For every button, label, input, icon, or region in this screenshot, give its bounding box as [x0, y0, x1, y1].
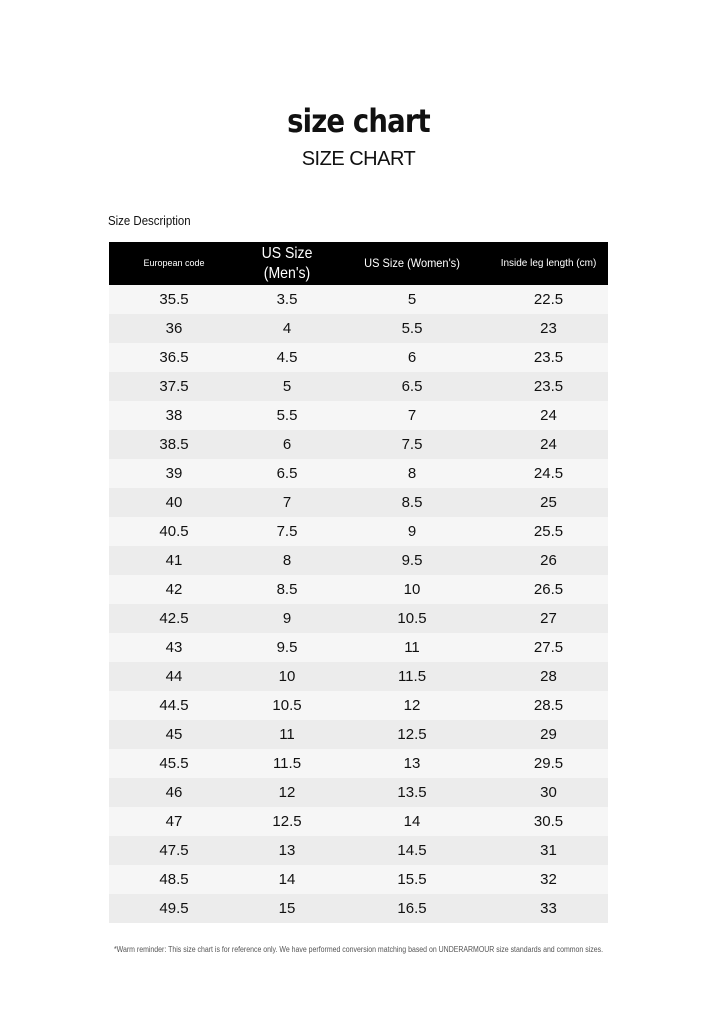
header-us-women: US Size (Women's): [364, 256, 460, 271]
european-code-cell: 36: [165, 320, 183, 337]
header-european-code: European code: [143, 258, 205, 269]
european-code-cell: 45: [165, 726, 183, 743]
european-code-cell: 42: [165, 581, 183, 598]
inside-leg-cell: 32: [540, 871, 557, 888]
european-code-cell: 47: [165, 813, 183, 830]
inside-leg-cell: 22.5: [533, 291, 564, 308]
european-code-cell: 36.5: [159, 349, 189, 366]
inside-leg-cell: 26: [540, 552, 557, 569]
us-men-cell: 8: [282, 552, 292, 569]
us-men-cell: 6: [282, 436, 292, 453]
us-men-cell: 9: [282, 610, 292, 627]
european-code-cell: 35.5: [159, 291, 189, 308]
footnote: *Warm reminder: This size chart is for reference only. We have performed conversion matching based on UNDERARMOUR size standards and common sizes.: [113, 945, 604, 954]
table-row: [109, 517, 608, 546]
table-row: [109, 865, 608, 894]
page-subtitle: SIZE CHART: [301, 148, 416, 170]
us-men-cell: 3.5: [276, 291, 298, 308]
table-row: [109, 604, 608, 633]
inside-leg-cell: 24: [540, 407, 557, 424]
section-label: Size Description: [108, 213, 191, 228]
table-row: [109, 285, 608, 314]
european-code-cell: 44: [165, 668, 183, 685]
table-row: [109, 894, 608, 923]
us-women-cell: 7: [407, 407, 417, 424]
us-women-cell: 14.5: [397, 842, 427, 859]
table-row: [109, 314, 608, 343]
table-row: [109, 430, 608, 459]
us-women-cell: 14: [403, 813, 421, 830]
us-men-cell: 12.5: [272, 813, 302, 830]
us-women-cell: 10.5: [397, 610, 427, 627]
us-men-cell: 9.5: [276, 639, 298, 656]
inside-leg-cell: 25: [540, 494, 557, 511]
us-men-cell: 11.5: [272, 755, 302, 772]
inside-leg-cell: 30: [540, 784, 557, 801]
european-code-cell: 38.5: [159, 436, 189, 453]
inside-leg-cell: 25.5: [533, 523, 564, 540]
us-women-cell: 12: [403, 697, 421, 714]
table-row: [109, 488, 608, 517]
us-men-cell: 10: [278, 668, 296, 685]
us-men-cell: 5: [282, 378, 292, 395]
table-row: [109, 372, 608, 401]
inside-leg-cell: 30.5: [533, 813, 564, 830]
us-men-cell: 14: [278, 871, 296, 888]
page-title: size chart: [287, 102, 430, 140]
inside-leg-cell: 23.5: [533, 378, 564, 395]
table-body: [109, 285, 608, 923]
us-men-cell: 4: [282, 320, 292, 337]
table-row: [109, 749, 608, 778]
table-row: [109, 546, 608, 575]
european-code-cell: 48.5: [159, 871, 189, 888]
inside-leg-cell: 23: [540, 320, 557, 337]
us-women-cell: 11: [404, 639, 420, 656]
european-code-cell: 37.5: [159, 378, 189, 395]
inside-leg-cell: 27: [540, 610, 557, 627]
us-men-cell: 13: [278, 842, 296, 859]
inside-leg-cell: 28.5: [533, 697, 564, 714]
us-women-cell: 16.5: [397, 900, 427, 917]
us-men-cell: 4.5: [276, 349, 298, 366]
european-code-cell: 43: [165, 639, 183, 656]
table-row: [109, 343, 608, 372]
european-code-cell: 46: [165, 784, 183, 801]
us-women-cell: 7.5: [401, 436, 423, 453]
european-code-cell: 45.5: [159, 755, 189, 772]
us-men-cell: 10.5: [272, 697, 302, 714]
inside-leg-cell: 33: [540, 900, 557, 917]
european-code-cell: 49.5: [159, 900, 189, 917]
us-women-cell: 12.5: [397, 726, 427, 743]
header-us-men: US Size (Men's): [261, 245, 313, 282]
european-code-cell: 44.5: [159, 697, 189, 714]
table-row: [109, 633, 608, 662]
header-inside-leg: Inside leg length (cm): [500, 257, 597, 269]
us-women-cell: 5.5: [401, 320, 423, 337]
us-women-cell: 6: [407, 349, 417, 366]
us-men-cell: 8.5: [276, 581, 298, 598]
european-code-cell: 41: [165, 552, 183, 569]
inside-leg-cell: 27.5: [533, 639, 564, 656]
us-women-cell: 13: [403, 755, 421, 772]
inside-leg-cell: 23.5: [533, 349, 564, 366]
us-men-cell: 15: [278, 900, 296, 917]
us-women-cell: 13.5: [397, 784, 427, 801]
us-women-cell: 5: [407, 291, 417, 308]
european-code-cell: 40.5: [159, 523, 189, 540]
us-women-cell: 9.5: [401, 552, 423, 569]
table-row: [109, 720, 608, 749]
table-row: [109, 459, 608, 488]
table-row: [109, 778, 608, 807]
us-men-cell: 12: [278, 784, 296, 801]
european-code-cell: 38: [165, 407, 183, 424]
inside-leg-cell: 24.5: [533, 465, 564, 482]
inside-leg-cell: 24: [540, 436, 557, 453]
us-men-cell: 7.5: [276, 523, 298, 540]
us-women-cell: 8.5: [401, 494, 423, 511]
us-women-cell: 8: [407, 465, 417, 482]
table-row: [109, 662, 608, 691]
inside-leg-cell: 28: [540, 668, 557, 685]
european-code-cell: 42.5: [159, 610, 189, 627]
inside-leg-cell: 31: [540, 842, 557, 859]
european-code-cell: 47.5: [159, 842, 189, 859]
inside-leg-cell: 26.5: [533, 581, 564, 598]
us-men-cell: 11: [279, 726, 295, 743]
us-men-cell: 7: [282, 494, 292, 511]
us-women-cell: 15.5: [397, 871, 427, 888]
us-women-cell: 9: [407, 523, 417, 540]
table-header: [109, 242, 608, 285]
us-men-cell: 6.5: [276, 465, 298, 482]
table-row: [109, 401, 608, 430]
table-row: [109, 807, 608, 836]
european-code-cell: 40: [165, 494, 183, 511]
size-table: [109, 242, 608, 923]
us-women-cell: 10: [403, 581, 421, 598]
table-row: [109, 575, 608, 604]
table-row: [109, 836, 608, 865]
us-men-cell: 5.5: [276, 407, 298, 424]
us-women-cell: 11.5: [397, 668, 427, 685]
us-women-cell: 6.5: [401, 378, 423, 395]
inside-leg-cell: 29: [540, 726, 557, 743]
inside-leg-cell: 29.5: [533, 755, 564, 772]
european-code-cell: 39: [165, 465, 183, 482]
table-row: [109, 691, 608, 720]
